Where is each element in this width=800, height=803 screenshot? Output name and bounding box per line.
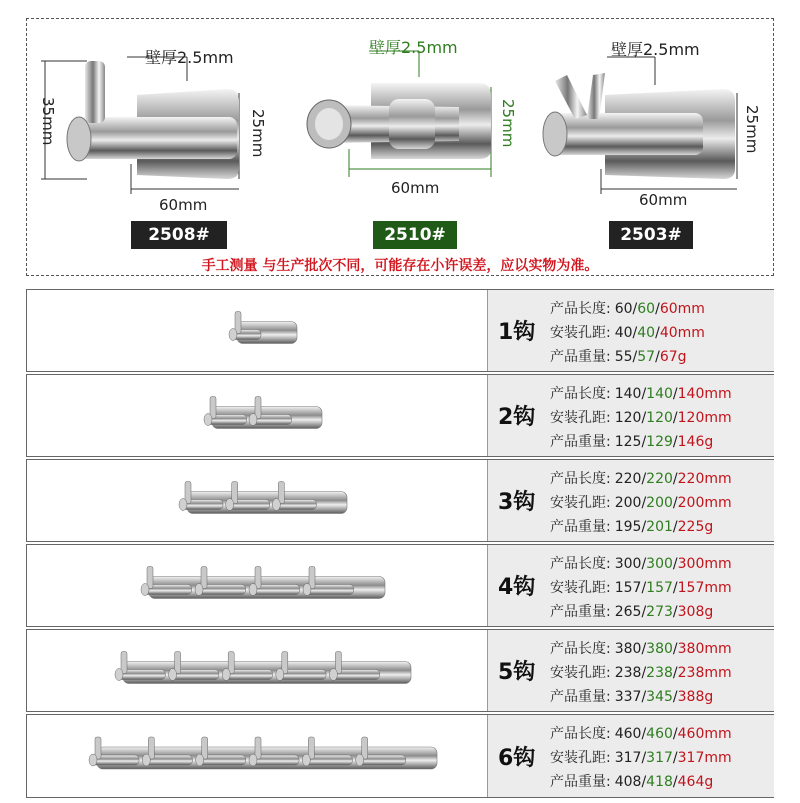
hook-rail-illustration [27,715,487,799]
value-c: 157mm [677,580,732,596]
value-a: 195 [614,519,642,535]
width-dimension-label: 60mm [159,196,208,214]
spec-label: 产品重量: [550,349,611,365]
product-dimension-panel [26,18,774,276]
wall-thickness-label: 壁厚2.5mm [369,38,458,57]
value-c: 146g [677,434,714,450]
slash-separator: / [641,434,647,450]
spec-label: 产品重量: [550,519,611,535]
plate-height-label: 25mm [743,105,761,154]
slash-separator: / [672,641,678,657]
value-a: 200 [614,495,642,511]
product-weight-spec [550,346,687,366]
slash-separator: / [641,689,647,705]
value-a: 408 [614,774,642,790]
value-a: 380 [614,641,642,657]
value-c: 40mm [659,325,705,341]
value-b: 129 [646,434,673,450]
hole-spacing-spec [550,577,732,597]
model-code-badge: 2510# [373,221,457,249]
spec-label: 产品重量: [550,434,611,450]
slash-separator: / [641,471,647,487]
slash-separator: / [672,665,678,681]
value-b: 57 [637,349,656,365]
spec-label: 安装孔距: [550,580,611,596]
spec-row [26,629,774,712]
value-a: 140 [614,386,642,402]
value-b: 60 [637,301,656,317]
value-b: 300 [646,556,673,572]
product-weight-spec [550,686,713,706]
spec-row [26,714,774,798]
slash-separator: / [632,301,638,317]
spec-label: 产品长度: [550,471,611,487]
value-c: 67g [659,349,687,365]
value-a: 460 [614,726,642,742]
product-length-spec [550,298,705,318]
hook-rail-image [27,630,487,711]
slash-separator: / [641,519,647,535]
value-b: 418 [646,774,673,790]
slash-separator: / [672,495,678,511]
spec-label: 安装孔距: [550,410,611,426]
slash-separator: / [641,556,647,572]
value-a: 265 [614,604,642,620]
slash-separator: / [672,774,678,790]
value-a: 120 [614,410,642,426]
slash-separator: / [672,604,678,620]
slash-separator: / [641,726,647,742]
value-a: 238 [614,665,642,681]
slash-separator: / [672,434,678,450]
value-c: 388g [677,689,714,705]
value-b: 40 [637,325,656,341]
product-2503 [525,19,775,245]
value-c: 200mm [677,495,732,511]
product-length-spec [550,383,732,403]
slash-separator: / [632,325,638,341]
product-2508 [27,19,277,245]
spec-label: 安装孔距: [550,665,611,681]
value-a: 60 [614,301,633,317]
product-weight-spec [550,516,713,536]
slash-separator: / [655,349,660,365]
height-dimension-label: 35mm [39,97,57,146]
hook-rail-image [27,715,487,797]
spec-info [487,460,774,541]
width-dimension-label: 60mm [639,191,688,209]
hook-rail-illustration [27,545,487,628]
slash-separator: / [641,750,647,766]
value-c: 225g [677,519,714,535]
value-c: 460mm [677,726,732,742]
slash-separator: / [672,410,678,426]
wall-thickness-label: 壁厚2.5mm [145,48,234,67]
hook-rail-image [27,290,487,371]
value-c: 300mm [677,556,732,572]
slash-separator: / [672,750,678,766]
spec-label: 产品长度: [550,556,611,572]
hook-rail-illustration [27,630,487,713]
value-b: 120 [646,410,673,426]
hole-spacing-spec [550,322,705,342]
slash-separator: / [641,386,647,402]
product-weight-spec [550,431,713,451]
slash-separator: / [641,604,647,620]
product-weight-spec [550,771,713,791]
hole-spacing-spec [550,492,732,512]
slash-separator: / [672,519,678,535]
spec-label: 安装孔距: [550,495,611,511]
spec-info [487,290,774,371]
slash-separator: / [672,689,678,705]
value-b: 140 [646,386,673,402]
slash-separator: / [641,410,647,426]
value-b: 200 [646,495,673,511]
value-c: 464g [677,774,714,790]
product-length-spec [550,638,732,658]
spec-info [487,630,774,711]
spec-label: 产品重量: [550,689,611,705]
value-c: 60mm [659,301,705,317]
spec-label: 安装孔距: [550,750,611,766]
spec-label: 产品重量: [550,604,611,620]
value-a: 125 [614,434,642,450]
hook-count-label: 3钩 [498,490,536,515]
spec-row [26,374,774,457]
wall-thickness-label: 壁厚2.5mm [611,40,700,59]
slash-separator: / [672,580,678,596]
spec-label: 产品长度: [550,301,611,317]
slash-separator: / [672,471,678,487]
hole-spacing-spec [550,747,732,767]
spec-label: 产品长度: [550,386,611,402]
spec-row [26,289,774,372]
measurement-disclaimer: 手工测量 与生产批次不同，可能存在小许误差，应以实物为准。 [201,258,599,274]
value-a: 55 [614,349,633,365]
value-a: 317 [614,750,642,766]
slash-separator: / [641,774,647,790]
value-c: 308g [677,604,714,620]
slash-separator: / [641,641,647,657]
model-code-badge: 2503# [609,221,693,249]
value-b: 317 [646,750,673,766]
value-a: 220 [614,471,642,487]
slash-separator: / [655,301,660,317]
value-c: 238mm [677,665,732,681]
product-length-spec [550,553,732,573]
slash-separator: / [672,726,678,742]
hook-rail-illustration [27,290,487,373]
value-b: 460 [646,726,673,742]
product-2510 [279,19,529,245]
product-length-spec [550,723,732,743]
spec-label: 安装孔距: [550,325,611,341]
value-c: 140mm [677,386,732,402]
width-dimension-label: 60mm [391,179,440,197]
spec-label: 产品重量: [550,774,611,790]
slash-separator: / [632,349,638,365]
value-c: 317mm [677,750,732,766]
slash-separator: / [655,325,660,341]
value-c: 220mm [677,471,732,487]
value-c: 120mm [677,410,732,426]
spec-info [487,715,774,797]
spec-label: 产品长度: [550,641,611,657]
slash-separator: / [672,386,678,402]
value-b: 157 [646,580,673,596]
hook-rail-image [27,375,487,456]
slash-separator: / [641,495,647,511]
model-code-badge: 2508# [131,221,227,249]
hook-count-label: 5钩 [498,660,536,685]
hook-rail-image [27,545,487,626]
slash-separator: / [672,556,678,572]
value-a: 40 [614,325,633,341]
hook-count-label: 4钩 [498,575,536,600]
slash-separator: / [641,580,647,596]
plate-height-label: 25mm [499,99,517,148]
hole-spacing-spec [550,662,732,682]
spec-label: 产品长度: [550,726,611,742]
value-b: 273 [646,604,673,620]
spec-info [487,375,774,456]
value-b: 201 [646,519,673,535]
spec-row [26,459,774,542]
hook-count-label: 1钩 [498,320,536,345]
hook-rail-illustration [27,375,487,458]
value-a: 300 [614,556,642,572]
hook-count-label: 2钩 [498,405,536,430]
spec-row [26,544,774,627]
value-b: 220 [646,471,673,487]
hook-rail-image [27,460,487,541]
hook-count-label: 6钩 [498,745,536,771]
value-a: 157 [614,580,642,596]
value-c: 380mm [677,641,732,657]
product-length-spec [550,468,732,488]
hole-spacing-spec [550,407,732,427]
value-b: 345 [646,689,673,705]
value-b: 380 [646,641,673,657]
value-b: 238 [646,665,673,681]
spec-info [487,545,774,626]
hook-rail-illustration [27,460,487,543]
value-a: 337 [614,689,642,705]
plate-height-label: 25mm [249,109,267,158]
product-weight-spec [550,601,713,621]
slash-separator: / [641,665,647,681]
